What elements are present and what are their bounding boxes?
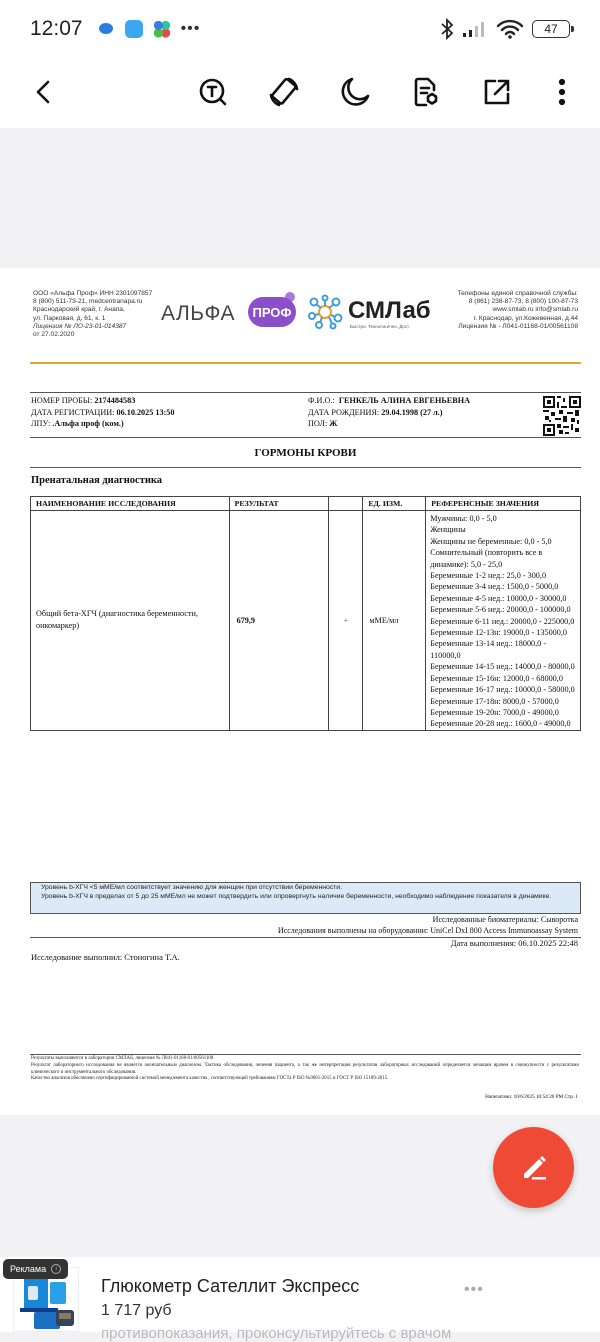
- lab-info-line: г. Краснодар, ул.Кожевенная, д.44: [473, 314, 578, 322]
- note-line: Уровень b-ХГЧ в пределах от 5 до 25 мМЕ/мл не может подтвердить или опровергнуть наличие беременности, необходимо наблюдение показателя в динамике.: [41, 892, 552, 900]
- ad-label: Реклама: [10, 1264, 47, 1274]
- status-time: 12:07: [30, 17, 83, 40]
- back-icon: [27, 75, 61, 109]
- reference-line: Беременные 5-6 нед.: 20000,0 - 100000,0: [430, 605, 571, 615]
- patient-info: [30, 392, 581, 438]
- rotate-screen-icon: [267, 75, 301, 109]
- smlab-logo-icon: [307, 294, 343, 330]
- lab-info: [457, 290, 578, 331]
- lab-info-line: Телефоны единой справочной службы:: [457, 290, 578, 297]
- edit-button[interactable]: [493, 1127, 574, 1208]
- ad-price: 1 717 руб: [101, 1302, 172, 1319]
- info-icon: i: [51, 1264, 61, 1274]
- column-header: РЕФЕРЕНСНЫЕ ЗНАЧЕНИЯ: [426, 497, 581, 511]
- column-header: НАИМЕНОВАНИЕ ИССЛЕДОВАНИЯ: [31, 497, 230, 511]
- footer-line: Результат лабораторного исследования не является окончательным диагнозом. Тактика обследования, лечения пациента, а так же интерпретация результатов лабораторных исследований определяется лечащим врачем в совокупности с результатами клинического и инструментального обследования.: [31, 1062, 579, 1075]
- notification-overflow: •••: [180, 20, 201, 37]
- report-title: ГОРМОНЫ КРОВИ: [254, 447, 357, 459]
- reference-line: Женщины не беременные: 0,0 - 5,0: [430, 536, 552, 546]
- lpu: ЛПУ: .Альфа проф (ком.): [31, 419, 124, 428]
- reference-line: Беременные 3-4 нед.: 1500,0 - 5000,0: [430, 582, 559, 592]
- rotate-button[interactable]: [264, 72, 304, 112]
- equipment: Исследования выполнены на оборудовании: UniCel DxI 800 Access Immunoassay System: [277, 926, 578, 935]
- ad-description: противопоказания, проконсультируйтесь с врачом: [101, 1325, 452, 1342]
- reference-line: Женщины: [430, 525, 466, 535]
- sample-number: НОМЕР ПРОБЫ: 2174484583: [31, 396, 136, 405]
- ad-badge[interactable]: [3, 1259, 68, 1279]
- result-flag: +: [329, 511, 363, 731]
- wifi-icon: [496, 19, 524, 39]
- biomaterial: Исследованные биоматериалы: Сыворотка: [432, 915, 578, 924]
- bluetooth-icon: [440, 18, 454, 40]
- clinic-info-line: от 27.02.2020: [33, 331, 75, 339]
- reference-line: Мужчины: 0,0 - 5,0: [430, 514, 497, 523]
- reference-line: Беременные 6-11 нед.: 20000,0 - 225000,0: [430, 616, 575, 626]
- reference-line: Беременные 12-13н: 19000,0 - 135000,0: [430, 628, 568, 638]
- back-button[interactable]: [24, 72, 64, 112]
- viewer-background: [0, 128, 600, 268]
- clinic-info-line: Лицензия № ЛО-23-01-014387: [33, 322, 127, 330]
- ad-banner[interactable]: [0, 1257, 600, 1342]
- ad-title[interactable]: Глюкометр Сателлит Экспресс: [101, 1276, 360, 1296]
- header-divider: [30, 362, 581, 364]
- lab-info-line: www.smlab.ru info@smlab.ru: [492, 306, 578, 314]
- clinic-info-line: ул. Парковая, д. 61, к. 1: [33, 314, 106, 322]
- equipment-info: [278, 914, 578, 936]
- report-footer: [31, 1056, 579, 1083]
- reference-line: Беременные 17-18н: 8000,0 - 57000,0: [430, 696, 559, 706]
- night-mode-icon: [338, 75, 372, 109]
- results-table: [30, 496, 581, 731]
- smlab-logo-text: СМЛаб: [348, 297, 431, 324]
- more-vertical-icon: [545, 75, 579, 109]
- patient-name: Ф.И.О.: ГЕНКЕЛЬ АЛИНА ЕВГЕНЬЕВНА: [308, 396, 470, 405]
- open-external-icon: [480, 75, 514, 109]
- section-title: Пренатальная диагностика: [31, 475, 163, 486]
- reference-line: Беременные 15-16н: 12000,0 - 68000,0: [430, 673, 563, 683]
- reference-line: Беременные 4-5 нед.: 10000,0 - 30000,0: [430, 593, 567, 603]
- clinic-info: [33, 290, 152, 339]
- lab-info-line: 8 (861) 238-87-73, 8 (800) 100-87-73: [468, 298, 578, 306]
- interpretation-note: [30, 882, 581, 914]
- reference-line: Беременные 1-2 нед.: 25,0 - 300,0: [430, 571, 547, 581]
- registration-date: ДАТА РЕГИСТРАЦИИ: 06.10.2025 13:50: [31, 407, 175, 417]
- reference-values: [426, 511, 581, 731]
- battery-indicator: 47: [532, 20, 570, 38]
- test-result: 679,9: [229, 511, 329, 731]
- reference-line: Беременные 16-17 нед.: 10000,0 - 58000,0: [430, 685, 575, 695]
- reference-line: Беременные 14-15 нед.: 14000,0 - 80000,0: [430, 662, 575, 672]
- reference-line: Сомнительный (повторить все в динамике): 5,0 - 25,0: [430, 548, 543, 569]
- reference-line: Беременные 13-14 нед.: 18000,0 - 110000,0: [430, 639, 547, 660]
- title-divider: [30, 467, 581, 468]
- document-settings-icon: [409, 75, 443, 109]
- footer-line: Результаты выполняются в лаборатории СМЛАБ, лицензия № Л041-01168-01/00561108: [31, 1056, 214, 1061]
- text-search-icon: [196, 75, 230, 109]
- performer: Исследование выполнил: Стоногина Т.А.: [31, 952, 180, 962]
- pdf-page: [0, 268, 600, 1115]
- chat-app-icon: [125, 20, 143, 38]
- column-header: [329, 497, 363, 511]
- signal-icon: [462, 20, 488, 38]
- test-name: Общий бета-ХГЧ (диагностика беременности, онкомаркер): [31, 511, 230, 731]
- print-info: Напечатано: 10/6/2025 10:54:20 PM Стр. 1: [485, 1094, 578, 1100]
- table-row: [31, 511, 581, 731]
- table-header-row: [31, 497, 581, 511]
- footer-line: Качество анализов обеспечено сертифицированной системой менеджмента качества , соответствующей требованиям ГОСТа Р ISO №9001-2015 и ГОСТ Р ISO 15189-2015.: [31, 1076, 389, 1082]
- multicolor-app-icon: [153, 20, 171, 38]
- open-external-button[interactable]: [477, 72, 517, 112]
- smlab-slogan: Быстро. Технологично. Дост.: [350, 324, 410, 329]
- footer-divider: [30, 1054, 581, 1055]
- edit-pencil-icon: [516, 1150, 552, 1186]
- viewer-toolbar: [0, 58, 600, 128]
- report-header: [30, 288, 581, 344]
- completion-date: Дата выполнения: 06.10.2025 22:48: [450, 938, 578, 948]
- qr-code: [543, 396, 581, 436]
- more-options-button[interactable]: [542, 72, 582, 112]
- clinic-info-line: ООО «Альфа Проф» ИНН 2301097857: [33, 290, 153, 297]
- clinic-info-line: 8 (800) 511-73-21, medcentranapa.ru: [33, 298, 143, 306]
- column-header: ЕД. ИЗМ.: [363, 497, 426, 511]
- alfa-logo-text: АЛЬФА: [161, 302, 236, 325]
- birth-date: ДАТА РОЖДЕНИЯ: 29.04.1998 (27 л.): [308, 407, 443, 417]
- reference-line: Беременные 20-28 нед.: 1600,0 - 49000,0: [430, 719, 571, 729]
- document-settings-button[interactable]: [406, 72, 446, 112]
- clinic-info-line: Краснодарский край, г. Анапа,: [33, 306, 125, 314]
- night-mode-button[interactable]: [335, 72, 375, 112]
- patient-sex: ПОЛ: Ж: [308, 419, 338, 428]
- reference-line: Беременные 19-20н: 7000,0 - 49000,0: [430, 707, 559, 717]
- prof-logo-badge: ПРОФ: [248, 297, 296, 327]
- lab-info-line: Лицензия № - Л041-01168-01/00561108: [458, 322, 578, 330]
- note-line: Уровень b-ХГЧ <5 мМЕ/мл соответствует значению для женщин при отсутствии беременности.: [41, 884, 342, 891]
- ad-more-button[interactable]: •••: [464, 1281, 484, 1298]
- test-unit: мМЕ/мл: [363, 511, 426, 731]
- messages-app-icon: [97, 20, 115, 38]
- status-bar: [0, 0, 600, 58]
- column-header: РЕЗУЛЬТАТ: [229, 497, 329, 511]
- text-search-button[interactable]: [193, 72, 233, 112]
